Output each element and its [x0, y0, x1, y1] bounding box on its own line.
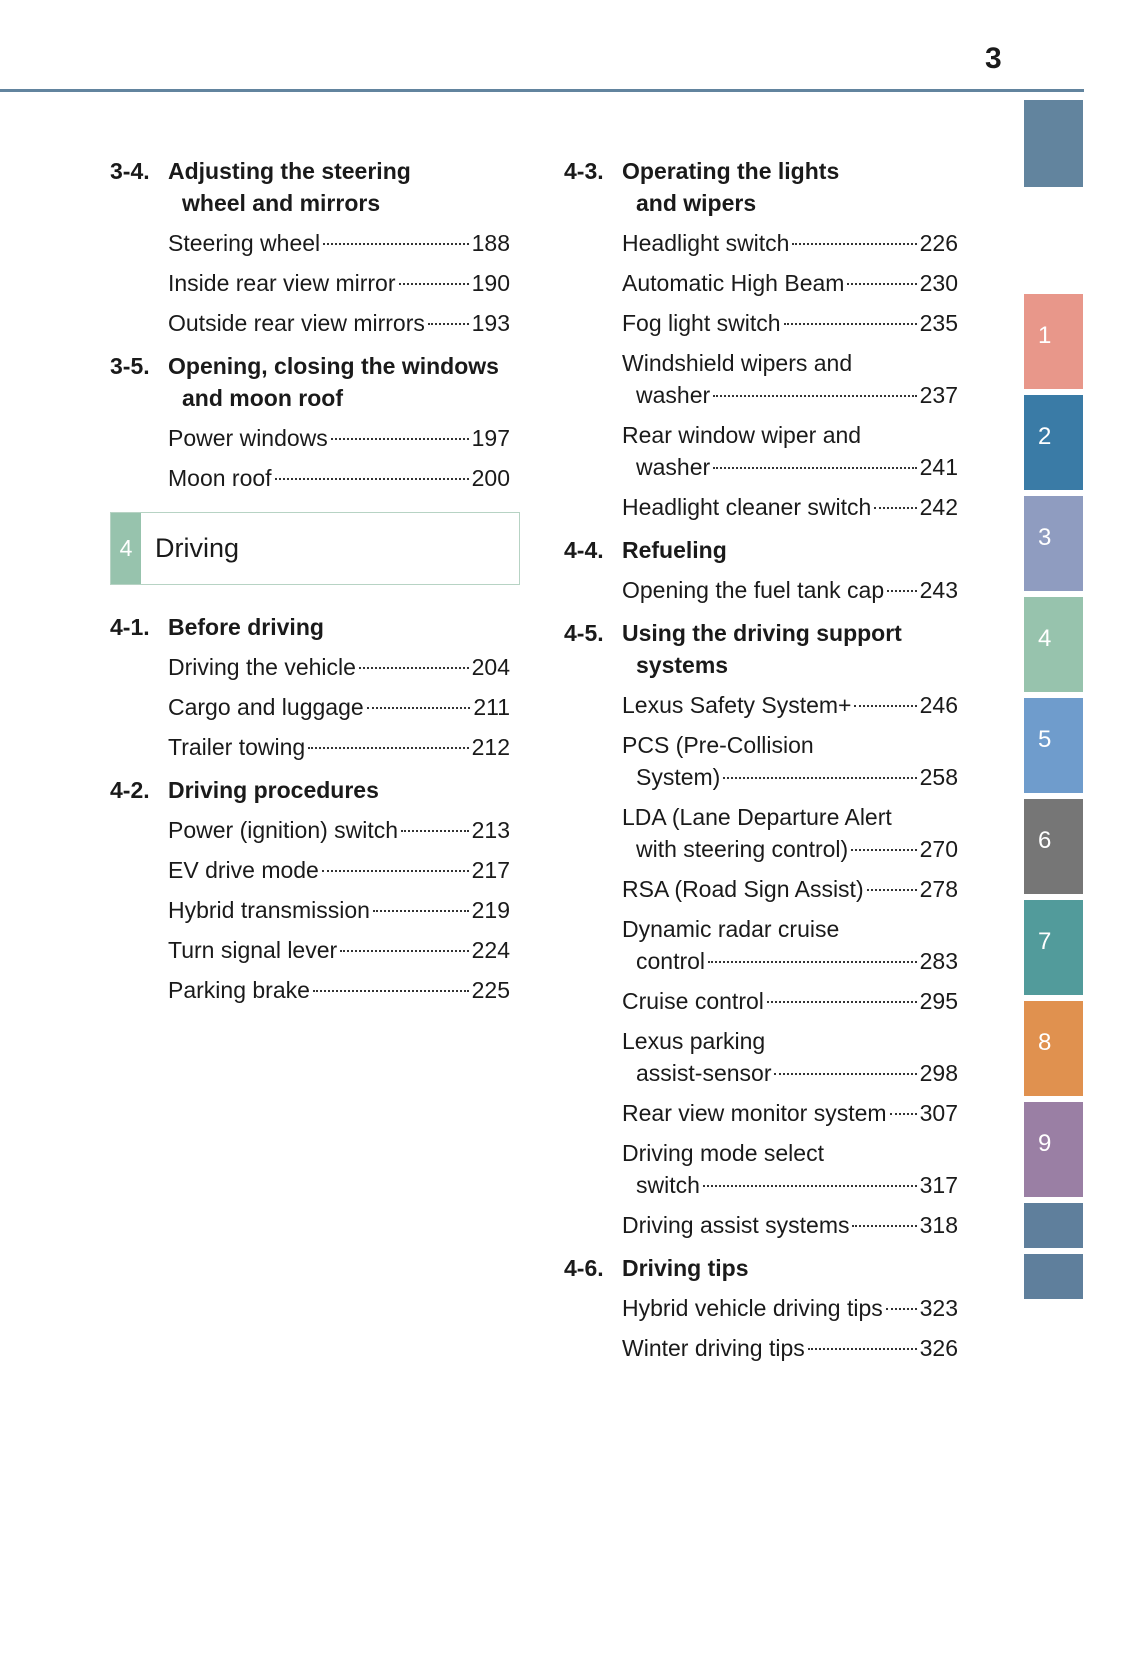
toc-entry[interactable] — [564, 574, 958, 606]
chapter-tab-7[interactable] — [1024, 900, 1083, 995]
chapter-tab-1[interactable] — [1024, 294, 1083, 389]
section-title-line: Driving procedures — [168, 777, 379, 803]
dot-leader — [713, 395, 916, 397]
entry-row — [622, 833, 958, 865]
entry-title-line: Dynamic radar cruise — [622, 916, 840, 942]
entry-title-line: assist-sensor — [636, 1060, 772, 1086]
chapter-tab-label: 3 — [1038, 524, 1052, 551]
entry-row — [168, 934, 510, 966]
entry-title-line: LDA (Lane Departure Alert — [622, 804, 892, 830]
page-reference: 237 — [919, 382, 958, 408]
chapter-tab-6[interactable] — [1024, 799, 1083, 894]
toc-entry[interactable] — [110, 814, 510, 846]
toc-entry[interactable] — [564, 913, 958, 977]
toc-entry[interactable] — [110, 934, 510, 966]
entry-title-line: with steering control) — [636, 836, 849, 862]
chapter-tab-3[interactable] — [1024, 496, 1083, 591]
chapter-tab-8[interactable] — [1024, 1001, 1083, 1096]
section-title-line: Driving tips — [622, 1255, 749, 1281]
toc-entry[interactable] — [564, 1137, 958, 1201]
dot-leader — [322, 870, 469, 872]
chapter-tab-label: 4 — [1038, 625, 1052, 652]
toc-right — [564, 155, 958, 1364]
header-rule — [0, 89, 1084, 92]
toc-entry[interactable] — [110, 227, 510, 259]
dot-leader — [784, 323, 917, 325]
toc-entry[interactable] — [564, 985, 958, 1017]
page-reference: 211 — [473, 694, 510, 720]
page-reference: 188 — [471, 230, 510, 256]
entry-row — [622, 451, 958, 483]
chapter-tab-9[interactable] — [1024, 1102, 1083, 1197]
entry-row — [168, 267, 510, 299]
toc-entry[interactable] — [564, 873, 958, 905]
toc-entry[interactable] — [110, 267, 510, 299]
entry-row — [622, 945, 958, 977]
section-heading[interactable] — [110, 155, 510, 219]
page-reference: 323 — [919, 1295, 958, 1321]
page-reference: 226 — [919, 230, 958, 256]
entry-title-line: Steering wheel — [168, 230, 321, 256]
section-title — [622, 617, 902, 681]
dot-leader — [313, 990, 469, 992]
entry-row — [168, 731, 510, 763]
entry-row — [622, 761, 958, 793]
entry-title-line: Automatic High Beam — [622, 270, 845, 296]
entry-title-line: Windshield wipers and — [622, 350, 853, 376]
entry-row — [622, 873, 958, 905]
chapter-title: Driving — [155, 533, 240, 563]
entry-title-line: Driving the vehicle — [168, 654, 356, 680]
toc-entry[interactable] — [110, 731, 510, 763]
section-title — [622, 155, 839, 219]
section-title-line: wheel and mirrors — [182, 190, 381, 216]
entry-title-line: Hybrid transmission — [168, 897, 370, 923]
entry-title-line: Hybrid vehicle driving tips — [622, 1295, 883, 1321]
entry-row — [168, 691, 510, 723]
page-reference: 204 — [471, 654, 510, 680]
dot-leader — [401, 830, 469, 832]
dot-leader — [367, 707, 471, 709]
entry-title-line: switch — [636, 1172, 700, 1198]
dot-leader — [323, 243, 468, 245]
dot-leader — [854, 705, 916, 707]
entry-row — [622, 1292, 958, 1324]
section-number: 4-4. — [564, 537, 604, 563]
section-heading[interactable] — [110, 774, 510, 806]
page-reference: 318 — [919, 1212, 958, 1238]
page-reference: 219 — [471, 897, 510, 923]
entry-title-line: Headlight switch — [622, 230, 790, 256]
toc-entry[interactable] — [564, 419, 958, 483]
section-title — [622, 1252, 749, 1284]
entry-title-line: Cargo and luggage — [168, 694, 364, 720]
entry-row — [168, 974, 510, 1006]
section-heading[interactable] — [564, 534, 958, 566]
section-title-line: Refueling — [622, 537, 727, 563]
entry-row — [168, 814, 510, 846]
chapter-number: 4 — [111, 513, 141, 584]
page-reference: 200 — [471, 465, 510, 491]
section-number: 3-4. — [110, 158, 150, 184]
dot-leader — [890, 1113, 917, 1115]
page-reference: 307 — [919, 1100, 958, 1126]
chapter-tab-4[interactable] — [1024, 597, 1083, 692]
toc-left-top — [110, 155, 510, 494]
toc-entry[interactable] — [564, 227, 958, 259]
entry-row — [622, 491, 958, 523]
page-reference: 283 — [919, 948, 958, 974]
page-reference: 246 — [919, 692, 958, 718]
page-reference: 190 — [471, 270, 510, 296]
toc-entry[interactable] — [564, 729, 958, 793]
entry-row — [622, 1169, 958, 1201]
toc-entry[interactable] — [564, 347, 958, 411]
toc-entry[interactable] — [110, 307, 510, 339]
section-title-line: Opening, closing the windows — [168, 353, 499, 379]
entry-row — [168, 422, 510, 454]
chapter-tab-label: 1 — [1038, 322, 1052, 349]
section-number: 3-5. — [110, 353, 150, 379]
dot-leader — [275, 478, 469, 480]
dot-leader — [847, 283, 916, 285]
section-title-line: and wipers — [636, 190, 757, 216]
entry-title-line: Power windows — [168, 425, 328, 451]
chapter-tab-label: 7 — [1038, 928, 1052, 955]
dot-leader — [308, 747, 468, 749]
section-number: 4-5. — [564, 620, 604, 646]
entry-row — [168, 227, 510, 259]
section-title — [168, 350, 499, 414]
toc-entry[interactable] — [110, 422, 510, 454]
entry-title-line: control — [636, 948, 706, 974]
section-heading[interactable] — [564, 1252, 958, 1284]
entry-title-line: washer — [636, 454, 711, 480]
entry-row — [622, 307, 958, 339]
dot-leader — [851, 849, 916, 851]
page-reference: 278 — [919, 876, 958, 902]
entry-title-line: Fog light switch — [622, 310, 781, 336]
toc-entry[interactable] — [110, 651, 510, 683]
toc-entry[interactable] — [110, 462, 510, 494]
entry-title-line: Moon roof — [168, 465, 272, 491]
entry-row — [622, 1209, 958, 1241]
section-title-line: Operating the lights — [622, 158, 840, 184]
dot-leader — [774, 1073, 916, 1075]
entry-title-line: Outside rear view mirrors — [168, 310, 425, 336]
toc-entry[interactable] — [564, 1025, 958, 1089]
entry-row — [622, 227, 958, 259]
toc-entry[interactable] — [564, 307, 958, 339]
entry-row — [168, 307, 510, 339]
section-title-line: Before driving — [168, 614, 324, 640]
page-reference: 212 — [471, 734, 510, 760]
dot-leader — [373, 910, 469, 912]
page-reference: 213 — [471, 817, 510, 843]
dot-leader — [886, 1308, 917, 1310]
page-reference: 235 — [919, 310, 958, 336]
entry-title-line: Opening the fuel tank cap — [622, 577, 885, 603]
entry-row — [622, 1097, 958, 1129]
toc-entry[interactable] — [564, 1292, 958, 1324]
entry-title-line: Trailer towing — [168, 734, 306, 760]
page-reference: 298 — [919, 1060, 958, 1086]
entry-row — [622, 985, 958, 1017]
dot-leader — [359, 667, 469, 669]
toc-entry[interactable] — [564, 1097, 958, 1129]
dot-leader — [767, 1001, 917, 1003]
chapter-tab-label: 9 — [1038, 1130, 1052, 1157]
section-number: 4-2. — [110, 777, 150, 803]
section-number: 4-6. — [564, 1255, 604, 1281]
section-title — [168, 611, 324, 643]
dot-leader — [428, 323, 469, 325]
section-title — [622, 534, 727, 566]
entry-title-line: Rear view monitor system — [622, 1100, 887, 1126]
entry-title-line: Rear window wiper and — [622, 422, 862, 448]
page-reference: 243 — [919, 577, 958, 603]
page-reference: 270 — [919, 836, 958, 862]
toc-entry[interactable] — [564, 689, 958, 721]
entry-title-line: PCS (Pre-Collision — [622, 732, 814, 758]
section-heading[interactable] — [564, 155, 958, 219]
chapter-tab-2[interactable] — [1024, 395, 1083, 490]
toc-entry[interactable] — [564, 1332, 958, 1364]
entry-title-line: Inside rear view mirror — [168, 270, 396, 296]
dot-leader — [723, 777, 916, 779]
dot-leader — [874, 507, 916, 509]
entry-row — [168, 462, 510, 494]
toc-entry[interactable] — [110, 974, 510, 1006]
chapter-tab[interactable] — [1024, 1254, 1083, 1299]
page-reference: 193 — [471, 310, 510, 336]
entry-row — [168, 894, 510, 926]
section-title-line: and moon roof — [182, 385, 343, 411]
entry-title-line: Winter driving tips — [622, 1335, 805, 1361]
toc-entry[interactable] — [110, 854, 510, 886]
entry-title-line: washer — [636, 382, 711, 408]
page-reference: 326 — [919, 1335, 958, 1361]
entry-title-line: EV drive mode — [168, 857, 319, 883]
entry-title-line: Lexus Safety System+ — [622, 692, 852, 718]
entry-row — [168, 651, 510, 683]
chapter-heading-box[interactable] — [110, 512, 520, 585]
section-heading[interactable] — [110, 350, 510, 414]
section-heading[interactable] — [564, 617, 958, 681]
dot-leader — [703, 1185, 917, 1187]
chapter-tab-5[interactable] — [1024, 698, 1083, 793]
dot-leader — [852, 1225, 916, 1227]
dot-leader — [708, 961, 917, 963]
page-reference: 258 — [919, 764, 958, 790]
section-title-line: Using the driving support — [622, 620, 902, 646]
entry-title-line: RSA (Road Sign Assist) — [622, 876, 864, 902]
page-reference: 230 — [919, 270, 958, 296]
page-reference: 317 — [919, 1172, 958, 1198]
section-heading[interactable] — [110, 611, 510, 643]
entry-title-line: Driving assist systems — [622, 1212, 850, 1238]
dot-leader — [887, 590, 916, 592]
dot-leader — [399, 283, 469, 285]
entry-row — [168, 854, 510, 886]
entry-row — [622, 267, 958, 299]
entry-title-line: Headlight cleaner switch — [622, 494, 872, 520]
page-reference: 224 — [471, 937, 510, 963]
section-title — [168, 774, 379, 806]
page-reference: 295 — [919, 988, 958, 1014]
entry-title-line: Lexus parking — [622, 1028, 766, 1054]
section-title — [168, 155, 411, 219]
toc-entry[interactable] — [110, 691, 510, 723]
entry-title-line: Driving mode select — [622, 1140, 824, 1166]
chapter-tab[interactable] — [1024, 100, 1083, 187]
chapter-tab-label: 8 — [1038, 1029, 1052, 1056]
dot-leader — [331, 438, 469, 440]
dot-leader — [867, 889, 917, 891]
entry-row — [622, 1332, 958, 1364]
chapter-tab-label: 5 — [1038, 726, 1052, 753]
toc-entry[interactable] — [564, 1209, 958, 1241]
entry-row — [622, 689, 958, 721]
chapter-tab-label: 6 — [1038, 827, 1052, 854]
toc-entry[interactable] — [564, 491, 958, 523]
entry-title-line: Power (ignition) switch — [168, 817, 399, 843]
entry-title-line: Cruise control — [622, 988, 764, 1014]
entry-row — [622, 379, 958, 411]
entry-title-line: Turn signal lever — [168, 937, 338, 963]
toc-left-bottom — [110, 611, 510, 1006]
page-reference: 217 — [471, 857, 510, 883]
page-reference: 225 — [471, 977, 510, 1003]
dot-leader — [713, 467, 916, 469]
dot-leader — [340, 950, 468, 952]
section-title-line: Adjusting the steering — [168, 158, 411, 184]
page-reference: 197 — [471, 425, 510, 451]
dot-leader — [808, 1348, 917, 1350]
toc-entry[interactable] — [564, 267, 958, 299]
section-title-line: systems — [636, 652, 729, 678]
section-number: 4-1. — [110, 614, 150, 640]
toc-entry[interactable] — [564, 801, 958, 865]
page-reference: 242 — [919, 494, 958, 520]
chapter-tab[interactable] — [1024, 1203, 1083, 1248]
chapter-tab-label: 2 — [1038, 423, 1052, 450]
toc-entry[interactable] — [110, 894, 510, 926]
entry-title-line: Parking brake — [168, 977, 310, 1003]
section-number: 4-3. — [564, 158, 604, 184]
page-reference: 241 — [919, 454, 958, 480]
entry-row — [622, 1057, 958, 1089]
page-number: 3 — [985, 42, 1002, 75]
dot-leader — [792, 243, 916, 245]
entry-row — [622, 574, 958, 606]
entry-title-line: System) — [636, 764, 721, 790]
